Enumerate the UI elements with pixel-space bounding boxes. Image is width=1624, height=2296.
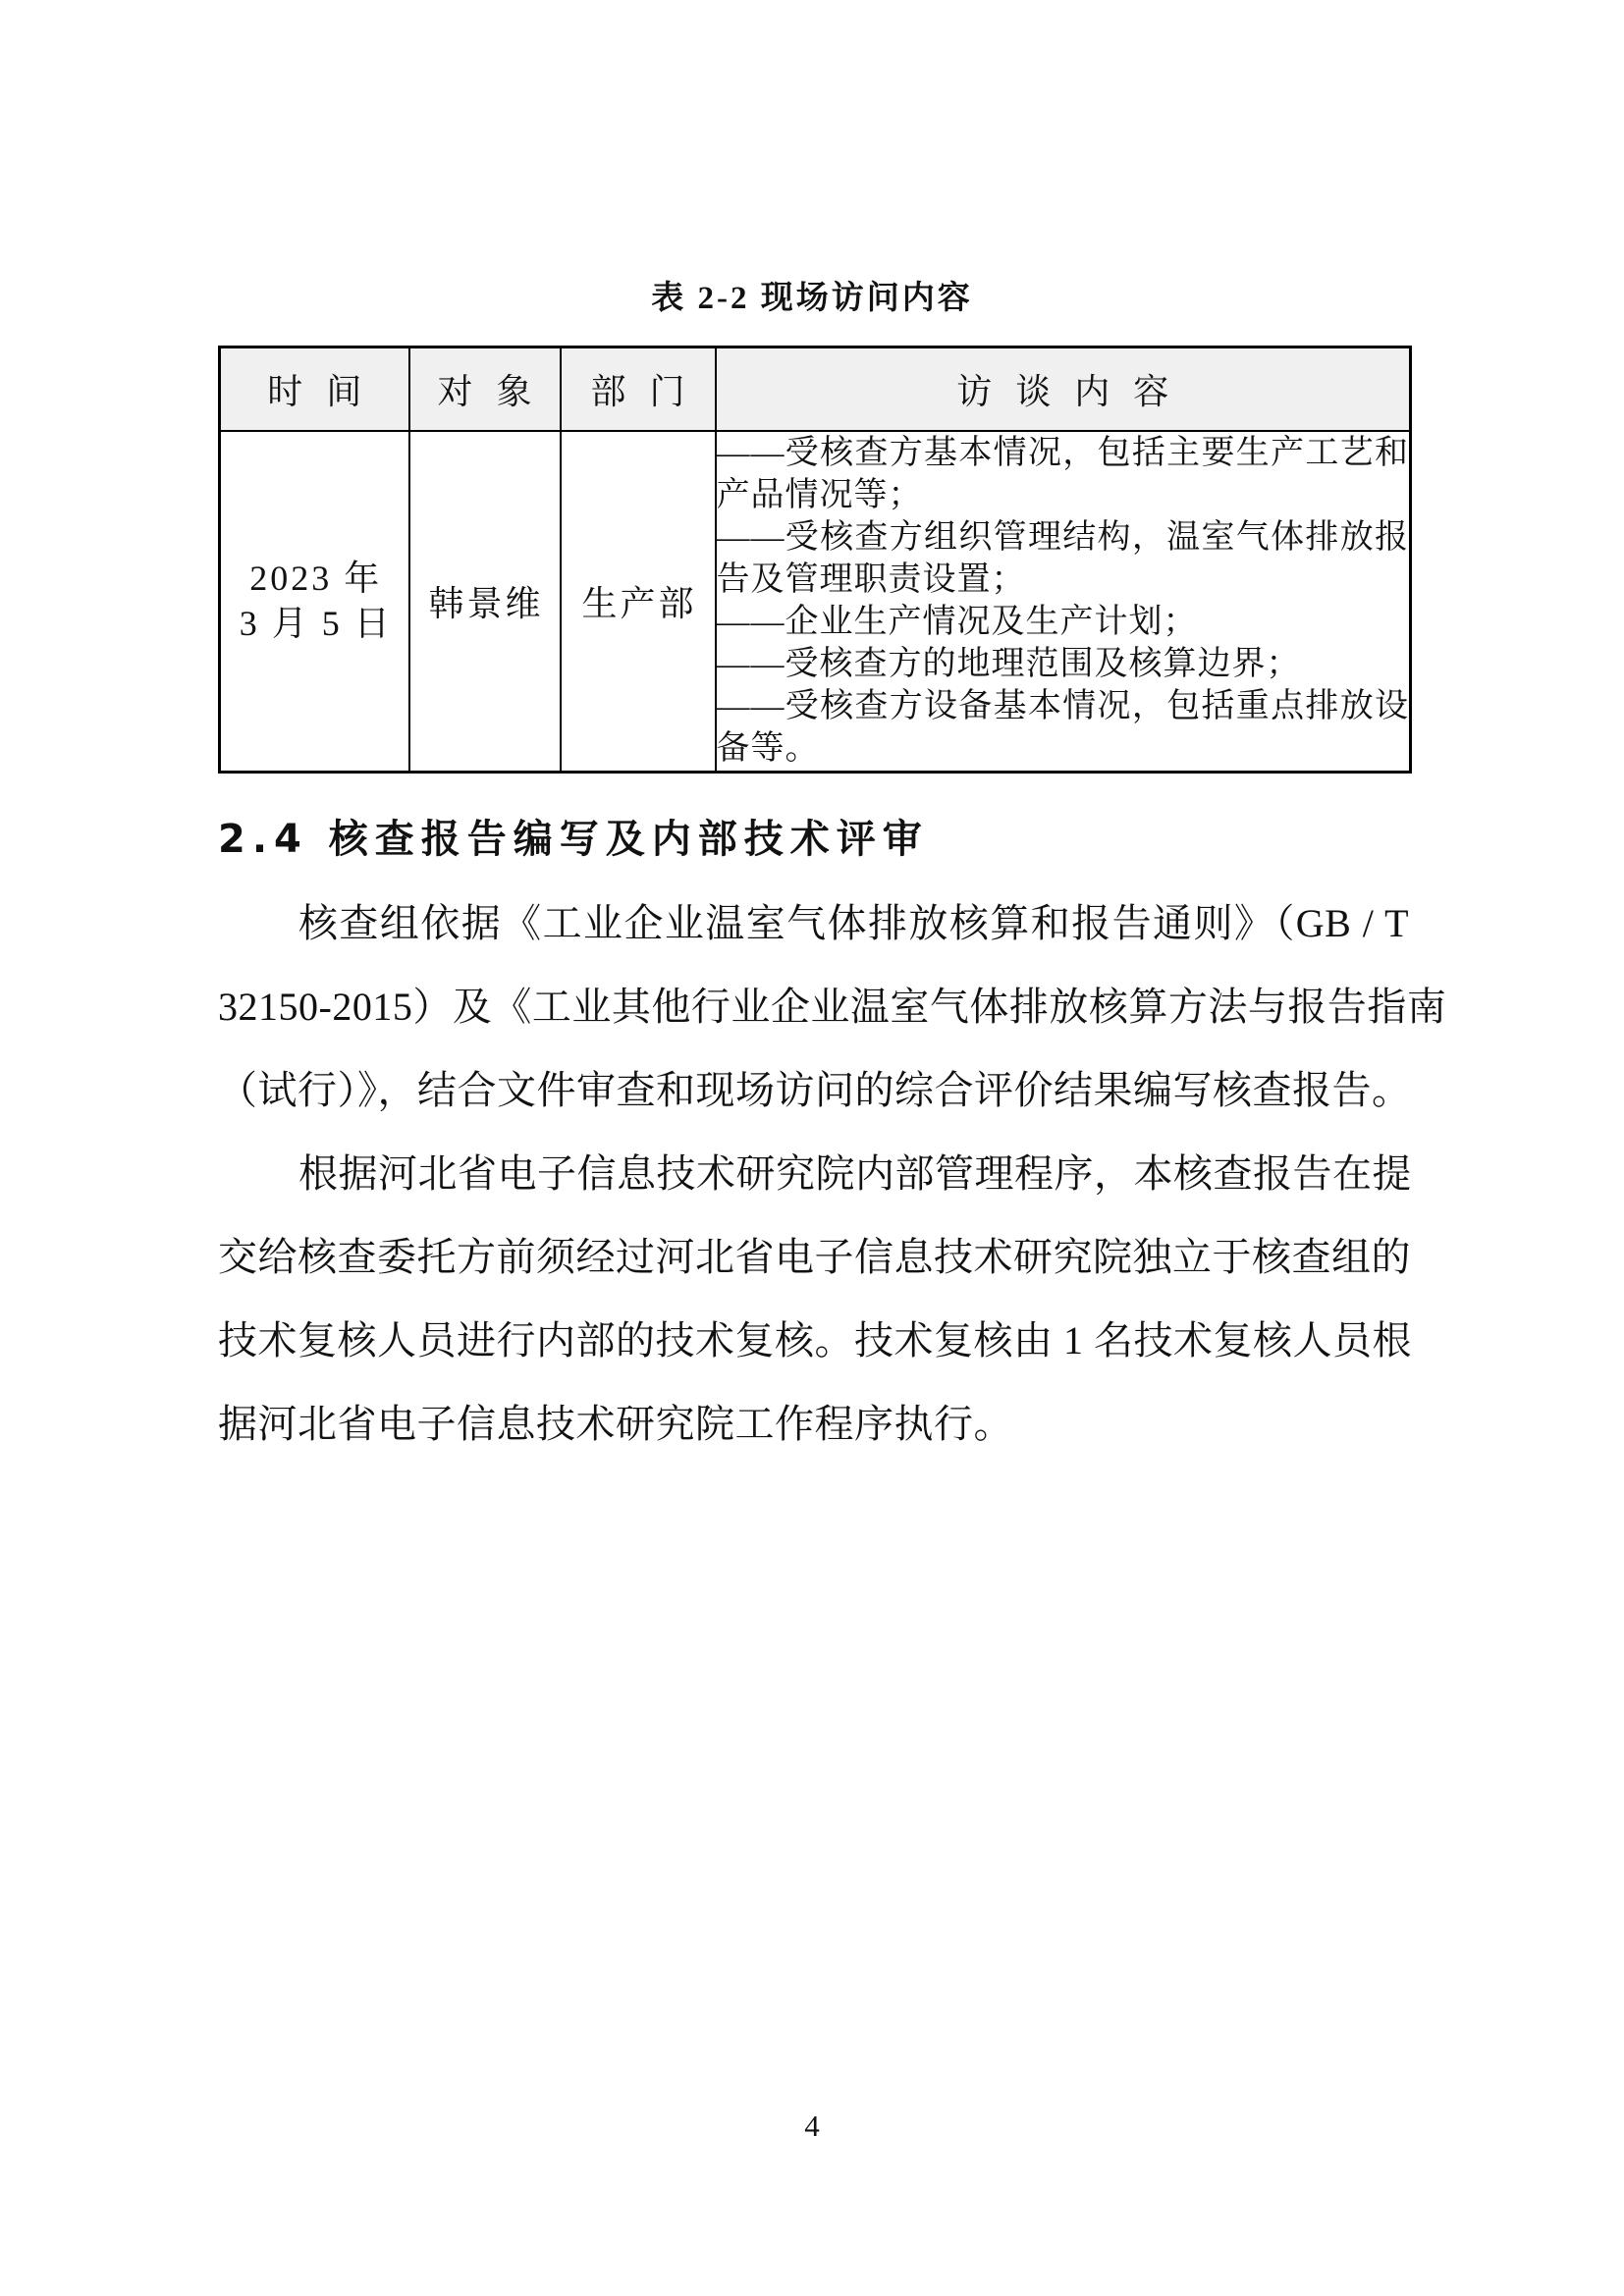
page-number: 4 (804, 2109, 820, 2143)
cell-interview-content (716, 431, 1411, 773)
cell-department: 生产部 (561, 431, 716, 773)
body-text (218, 881, 1447, 1466)
date-line-1: 2023 年 (249, 559, 383, 599)
col-header-person: 对象 (409, 347, 561, 431)
paragraph-line: 32150-2015）及《工业其他行业企业温室气体排放核算方法与报告指南 (218, 985, 1447, 1029)
paragraph-1 (218, 881, 1447, 1132)
cell-time (220, 431, 409, 773)
col-header-interview-content: 访谈内容 (716, 347, 1411, 431)
paragraph-line: （试行）》，结合文件审查和现场访问的综合评价结果编写核查报告。 (218, 1068, 1412, 1112)
interview-item: ——受核查方基本情况，包括主要生产工艺和产品情况等； (716, 434, 1409, 513)
table-caption: 表 2-2 现场访问内容 (651, 281, 973, 316)
paragraph-line: 据河北省电子信息技术研究院工作程序执行。 (218, 1402, 1013, 1446)
interview-item: ——受核查方组织管理结构，温室气体排放报告及管理职责设置； (716, 518, 1409, 598)
table-header-row (220, 347, 1411, 431)
paragraph-2 (218, 1132, 1412, 1466)
col-header-department: 部门 (561, 347, 716, 431)
col-header-time: 时间 (220, 347, 409, 431)
date-line-2: 3 月 5 日 (239, 604, 393, 644)
table-row (220, 431, 1411, 773)
paragraph-line: 核查组依据《工业企业温室气体排放核算和报告通则》（GB / T (298, 901, 1409, 945)
interview-item: ——受核查方设备基本情况，包括重点排放设备等。 (716, 687, 1409, 767)
site-visit-table (218, 346, 1412, 774)
paragraph-line: 根据河北省电子信息技术研究院内部管理程序，本核查报告在提 (298, 1151, 1412, 1196)
cell-person: 韩景维 (409, 431, 561, 773)
interview-item: ——企业生产情况及生产计划； (716, 603, 1198, 640)
interview-item: ——受核查方的地理范围及核算边界； (716, 645, 1301, 682)
paragraph-line: 技术复核人员进行内部的技术复核。技术复核由 1 名技术复核人员根 (218, 1318, 1412, 1362)
paragraph-line: 交给核查委托方前须经过河北省电子信息技术研究院独立于核查组的 (218, 1235, 1411, 1279)
section-heading: 2.4 核查报告编写及内部技术评审 (218, 817, 929, 862)
